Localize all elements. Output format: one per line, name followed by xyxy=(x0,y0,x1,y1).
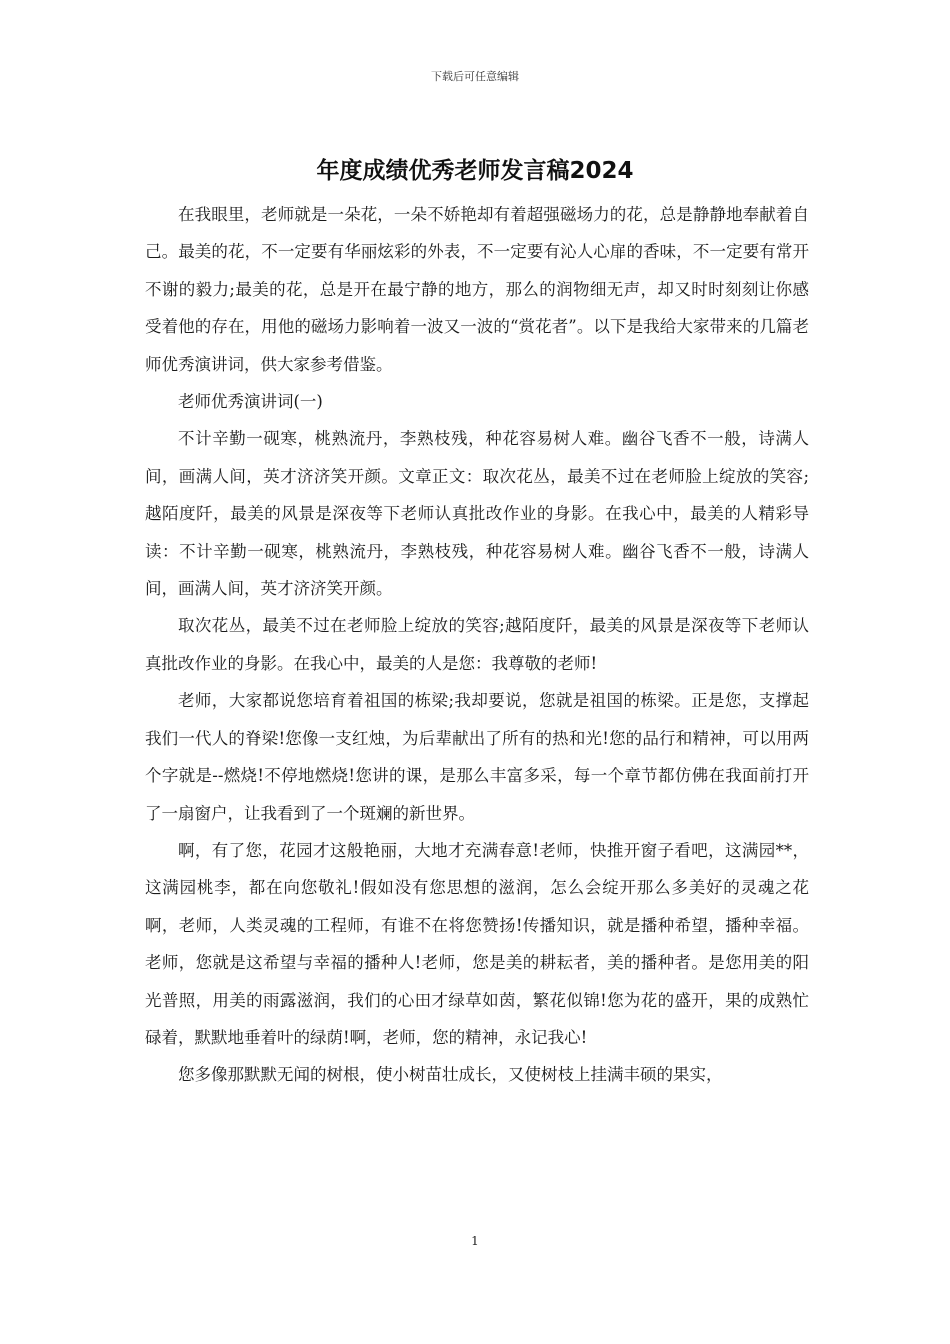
paragraph: 啊，有了您，花园才这般艳丽，大地才充满春意!老师，快推开窗子看吧，这满园**，这满园桃李，都在向您敬礼!假如没有您思想的滋润，怎么会绽开那么多美好的灵魂之花啊，老师，人类灵魂的工程师，有谁不在将您赞扬!传播知识，就是播种希望，播种幸福。老师，您就是这希望与幸福的播种人!老师，您是美的耕耘者，美的播种者。是您用美的阳光普照，用美的雨露滋润，我们的心田才绿草如茵，繁花似锦!您为花的盛开，果的成熟忙碌着，默默地垂着叶的绿荫!啊，老师，您的精神，永记我心! xyxy=(145,840,809,1047)
page-header-note: 下载后可任意编辑 xyxy=(431,70,519,83)
paragraph: 不计辛勤一砚寒，桃熟流丹，李熟枝残，种花容易树人难。幽谷飞香不一般，诗满人间，画满人间，英才济济笑开颜。文章正文：取次花丛，最美不过在老师脸上绽放的笑容;越陌度阡，最美的风景是深夜等下老师认真批改作业的身影。在我心中，最美的人精彩导读：不计辛勤一砚寒，桃熟流丹，李熟枝残，种花容易树人难。幽谷飞香不一般，诗满人间，画满人间，英才济济笑开颜。 xyxy=(145,429,809,599)
section-heading: 老师优秀演讲词(一) xyxy=(178,392,323,412)
paragraph: 您多像那默默无闻的树根，使小树苗壮成长，又使树枝上挂满丰硕的果实， xyxy=(178,1065,723,1085)
paragraph: 取次花丛，最美不过在老师脸上绽放的笑容;越陌度阡，最美的风景是深夜等下老师认真批改作业的身影。在我心中，最美的人是您：我尊敬的老师! xyxy=(145,616,809,673)
page-number: 1 xyxy=(471,1234,479,1248)
paragraph-intro: 在我眼里，老师就是一朵花，一朵不娇艳却有着超强磁场力的花，总是静静地奉献着自己。最美的花，不一定要有华丽炫彩的外表，不一定要有沁人心扉的香味，不一定要有常开不谢的毅力;最美的花，总是开在最宁静的地方，那么的润物细无声，却又时时刻刻让你感受着他的存在，用他的磁场力影响着一波又一波的“赏花者”。以下是我给大家带来的几篇老师优秀演讲词，供大家参考借鉴。 xyxy=(145,205,809,374)
document-body xyxy=(145,196,809,1094)
paragraph: 老师，大家都说您培育着祖国的栋梁;我却要说，您就是祖国的栋梁。正是您，支撑起我们一代人的脊梁!您像一支红烛，为后辈献出了所有的热和光!您的品行和精神，可以用两个字就是--燃烧!不停地燃烧!您讲的课，是那么丰富多采，每一个章节都仿佛在我面前打开了一扇窗户，让我看到了一个斑斓的新世界。 xyxy=(145,691,809,823)
document-title: 年度成绩优秀老师发言稿2024 xyxy=(316,158,634,184)
